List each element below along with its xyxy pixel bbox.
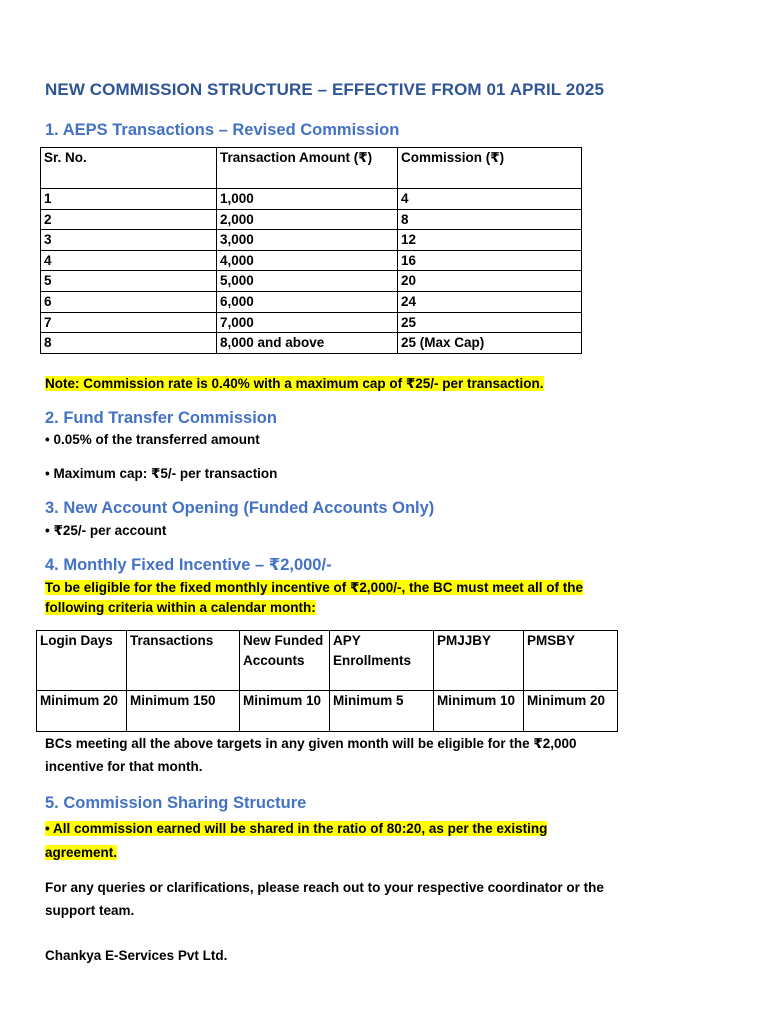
- section3-heading: 3. New Account Opening (Funded Accounts Only): [45, 499, 435, 517]
- cell-amount: 5,000: [217, 271, 398, 292]
- sharing-line-1: [45, 817, 547, 841]
- value-login-days: Minimum 20: [37, 691, 127, 732]
- document-title: NEW COMMISSION STRUCTURE – EFFECTIVE FROM 01 APRIL 2025: [45, 80, 605, 99]
- cell-sr-no: 7: [41, 312, 217, 333]
- cell-amount: 3,000: [217, 230, 398, 251]
- table-row: [41, 271, 582, 292]
- eligibility-line-2: [45, 596, 316, 620]
- value-new-funded-accounts: Minimum 10: [240, 691, 330, 732]
- cell-amount: 4,000: [217, 250, 398, 271]
- cell-commission: 25: [398, 312, 582, 333]
- commission-note: [45, 372, 544, 396]
- header-transaction-amount: Transaction Amount (₹): [217, 148, 398, 189]
- header-pmjjby: PMJJBY: [434, 631, 524, 691]
- cell-amount: 6,000: [217, 291, 398, 312]
- incentive-footer-line-2: incentive for that month.: [45, 759, 203, 774]
- header-pmsby: PMSBY: [524, 631, 618, 691]
- section2-heading: 2. Fund Transfer Commission: [45, 409, 277, 427]
- eligibility-line-2-text: following criteria within a calendar month:: [45, 600, 316, 615]
- sharing-line-2-text: agreement.: [45, 845, 118, 860]
- fund-transfer-rate: • 0.05% of the transferred amount: [45, 432, 260, 447]
- value-pmjjby: Minimum 10: [434, 691, 524, 732]
- cell-sr-no: 1: [41, 189, 217, 210]
- table-row: [41, 209, 582, 230]
- value-apy-enrollments: Minimum 5: [330, 691, 434, 732]
- cell-amount: 8,000 and above: [217, 333, 398, 354]
- table-header-row: [41, 148, 582, 189]
- table-row: [41, 333, 582, 354]
- section4-heading: 4. Monthly Fixed Incentive – ₹2,000/-: [45, 556, 332, 574]
- header-transactions: Transactions: [127, 631, 240, 691]
- header-commission: Commission (₹): [398, 148, 582, 189]
- fund-transfer-cap: • Maximum cap: ₹5/- per transaction: [45, 466, 278, 481]
- section1-heading: 1. AEPS Transactions – Revised Commission: [45, 121, 400, 139]
- table-row: [41, 250, 582, 271]
- cell-commission: 24: [398, 291, 582, 312]
- incentive-footer-line-1: BCs meeting all the above targets in any given month will be eligible for the ₹2,000: [45, 736, 577, 751]
- sharing-line-1-text: • All commission earned will be shared in the ratio of 80:20, as per the existing: [45, 821, 548, 836]
- cell-amount: 7,000: [217, 312, 398, 333]
- commission-note-text: Note: Commission rate is 0.40% with a maximum cap of ₹25/- per transaction.: [45, 376, 544, 391]
- table-row: [41, 189, 582, 210]
- cell-commission: 20: [398, 271, 582, 292]
- value-transactions: Minimum 150: [127, 691, 240, 732]
- table-row: [41, 230, 582, 251]
- cell-commission: 4: [398, 189, 582, 210]
- cell-commission: 25 (Max Cap): [398, 333, 582, 354]
- cell-amount: 2,000: [217, 209, 398, 230]
- table-row: [41, 291, 582, 312]
- table-header-row: [37, 631, 618, 691]
- value-pmsby: Minimum 20: [524, 691, 618, 732]
- queries-line-1: For any queries or clarifications, please reach out to your respective coordinator or the: [45, 880, 604, 895]
- cell-amount: 1,000: [217, 189, 398, 210]
- header-login-days: Login Days: [37, 631, 127, 691]
- cell-sr-no: 3: [41, 230, 217, 251]
- cell-sr-no: 6: [41, 291, 217, 312]
- cell-sr-no: 8: [41, 333, 217, 354]
- table-row: [37, 691, 618, 732]
- cell-sr-no: 4: [41, 250, 217, 271]
- cell-commission: 16: [398, 250, 582, 271]
- sharing-line-2: [45, 841, 117, 865]
- cell-commission: 8: [398, 209, 582, 230]
- header-apy-enrollments: APY Enrollments: [330, 631, 434, 691]
- cell-sr-no: 5: [41, 271, 217, 292]
- eligibility-line-1-text: To be eligible for the fixed monthly incentive of ₹2,000/-, the BC must meet all of the: [45, 580, 583, 595]
- table-row: [41, 312, 582, 333]
- aeps-commission-table: [40, 147, 582, 354]
- queries-line-2: support team.: [45, 903, 135, 918]
- cell-sr-no: 2: [41, 209, 217, 230]
- company-name: Chankya E-Services Pvt Ltd.: [45, 948, 228, 963]
- account-opening-rate: • ₹25/- per account: [45, 523, 167, 538]
- header-sr-no: Sr. No.: [41, 148, 217, 189]
- header-new-funded-accounts: New Funded Accounts: [240, 631, 330, 691]
- incentive-criteria-table: [36, 630, 618, 732]
- cell-commission: 12: [398, 230, 582, 251]
- section5-heading: 5. Commission Sharing Structure: [45, 794, 307, 812]
